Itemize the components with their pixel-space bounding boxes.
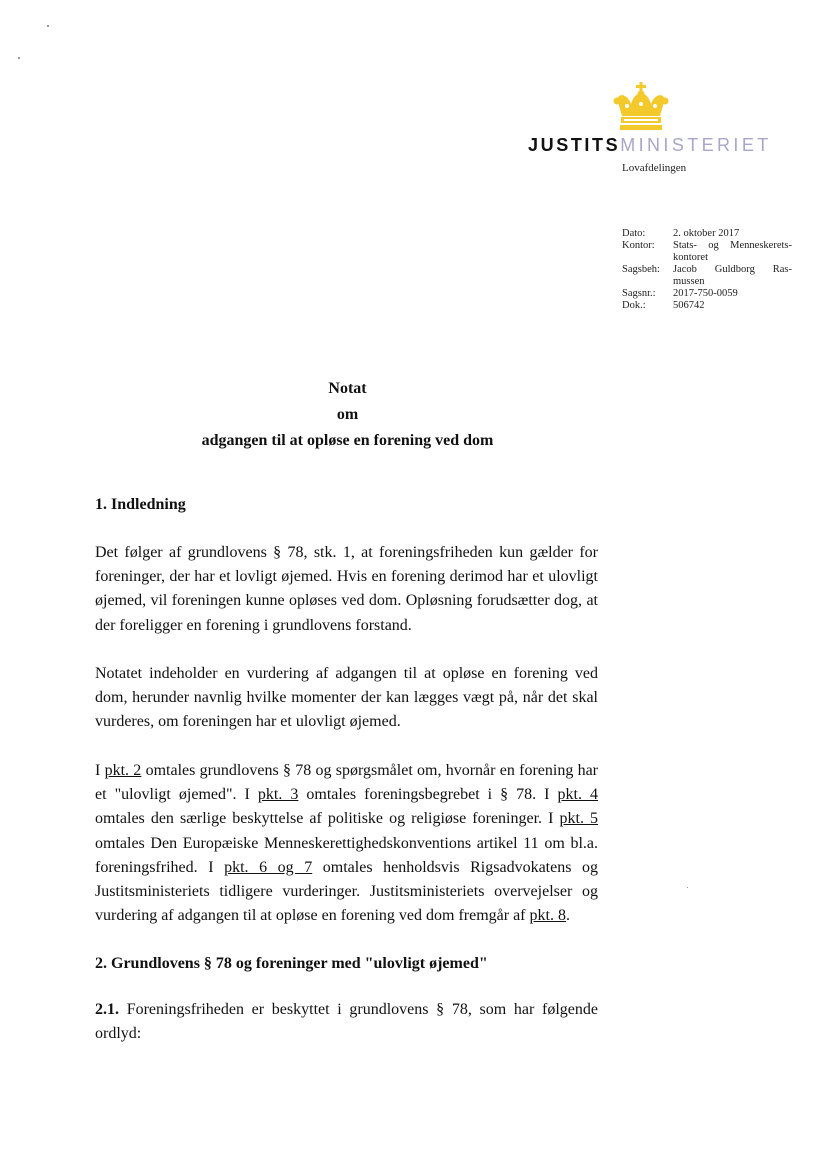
text: . [565,907,570,925]
meta-case-officer [622,264,792,288]
section-link[interactable]: pkt. 4 [557,786,599,804]
section-1-paragraph-3 [95,759,598,928]
section-link[interactable]: pkt. 3 [257,786,299,804]
paragraph-number: 2.1. [95,1001,119,1018]
title-line: adgangen til at opløse en forening ved dom [201,432,494,449]
section-link[interactable]: pkt. 6 og 7 [224,858,313,876]
meta-value-line: kontoret [673,252,708,263]
section-1-paragraph-1: Det følger af grundlovens § 78, stk. 1, at foreningsfriheden kun gælder for foreninger, der har et lovligt øjemed. Hvis en forening derimod har et ulovligt øjemed, vil foreningen kunne opløses ved dom. Opløsning forudsætter dog, at der foreligger en forening i grundlovens forstand. [95,544,598,634]
scan-speck [47,25,49,27]
meta-value: 2017-750-0059 [673,288,738,299]
title-line: om [336,406,359,423]
section-2-heading: 2. Grundlovens § 78 og foreninger med "ulovligt øjemed" [95,955,488,972]
text: omtales den særlige beskyttelse af politiske og religiøse foreninger. I [95,810,560,828]
scan-speck [687,887,688,888]
crown-icon [612,82,670,130]
department-name: Lovafdelingen [622,162,687,174]
meta-value-line: mussen [673,276,705,287]
meta-label: Kontor: [622,240,655,251]
meta-label: Sagsnr.: [622,288,656,299]
meta-doc-number [622,300,792,312]
text: omtales grundlovens § 78 og spørgsmålet om, hvornår en forening har et "ulovligt øjemed". I [95,762,599,804]
meta-date [622,228,792,240]
text: Foreningsfriheden er beskyttet i grundlovens § 78, som har følgende ordlyd: [95,1001,598,1043]
meta-value [673,264,792,288]
meta-value: 2. oktober 2017 [673,228,740,239]
section-1-heading: 1. Indledning [95,496,186,513]
section-link[interactable]: pkt. 5 [559,810,599,828]
text: omtales henholdsvis Rigsadvokatens og Justitsministeriets tidligere vurderinger. Justitsministeriets overvejelser og vurdering af adgangen til at opløse en forening ved dom fremgår af [95,858,599,925]
meta-office [622,240,792,264]
ministry-wordmark [528,134,772,156]
section-2-paragraph-1 [95,998,598,1046]
meta-value [673,240,792,264]
meta-label: Sagsbeh: [622,264,660,275]
text: I [95,762,105,779]
meta-label: Dato: [622,228,646,239]
meta-case-number [622,288,792,300]
scan-speck [18,57,20,59]
meta-value: 506742 [673,300,705,311]
section-link[interactable]: pkt. 2 [104,762,142,779]
document-title [150,376,545,454]
meta-label: Dok.: [622,300,646,311]
title-line: Notat [328,380,367,397]
section-link[interactable]: pkt. 8 [529,907,566,925]
text: omtales foreningsbegrebet i § 78. I [298,786,558,804]
wordmark-bold: JUSTITS [528,135,621,155]
wordmark-light: MINISTERIET [620,135,772,155]
section-1-paragraph-2: Notatet indeholder en vurdering af adgangen til at opløse en forening ved dom, herunder navnlig hvilke momenter der kan lægges vægt på, når det skal vurderes, om foreningen har et ulovligt øjemed. [95,665,598,731]
document-meta [622,228,792,312]
text: omtales Den Europæiske Menneskerettighedskonventions artikel 11 om bl.a. foreningsfrihed. I [95,834,598,876]
meta-value-line: Jacob Guldborg Ras- [673,264,792,275]
meta-value-line: Stats- og Menneskerets- [673,240,792,251]
